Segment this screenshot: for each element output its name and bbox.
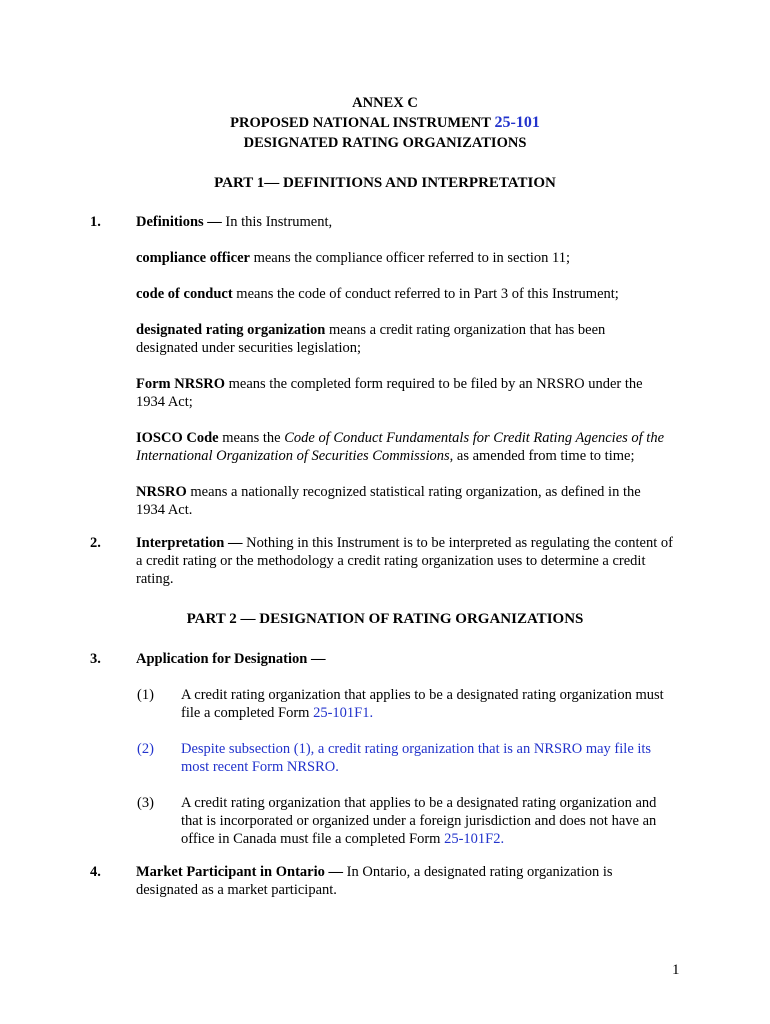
section-1-title: Definitions — [136,214,222,230]
subsection-1-number: (1) [137,687,154,703]
subsection-2-text: Despite subsection (1), a credit rating organization that is an NRSRO may file its most recent Form NRSRO. [181,741,652,775]
definition-code-of-conduct [136,285,681,303]
section-2-title: Interpretation — [136,535,243,551]
section-4-title: Market Participant in Ontario — [136,864,344,880]
definition-term: code of conduct [136,286,233,302]
subsection-1-text [181,686,681,722]
definition-text: means a nationally recognized statistical rating organization, as defined in the 1934 Act. [136,484,641,518]
section-4-number: 4. [90,864,101,880]
instrument-subtitle: DESIGNATED RATING ORGANIZATIONS [243,135,527,151]
definition-term: compliance officer [136,250,250,266]
definition-text: means the completed form required to be filed by an NRSRO under the 1934 Act; [136,376,643,410]
subsection-3-number: (3) [137,795,154,811]
definition-text: means a credit rating organization that has been designated under securities legislation; [136,322,606,356]
section-4-body [136,863,646,899]
section-1-number: 1. [90,214,101,230]
instrument-title [0,114,770,132]
section-3-number: 3. [90,651,101,667]
definition-text: , as amended from time to time; [449,448,635,464]
section-2-body [136,534,681,588]
section-2-number: 2. [90,535,101,551]
definition-nrsro [136,483,671,519]
form-reference-link[interactable]: 25-101F1. [313,705,374,721]
definition-term: designated rating organization [136,322,326,338]
subsection-text: A credit rating organization that applies to be a designated rating organization must file a completed Form [181,687,664,721]
form-reference-link[interactable]: 25-101F2. [444,831,505,847]
definition-term: IOSCO Code [136,430,219,446]
section-1-intro: In this Instrument, [225,214,333,230]
section-4-text: In Ontario, a designated rating organization is designated as a market participant. [136,864,613,898]
part-1-heading: PART 1— DEFINITIONS AND INTERPRETATION [214,175,556,191]
definition-text: means the compliance officer referred to in section 11; [253,250,571,266]
part-2-heading: PART 2 — DESIGNATION OF RATING ORGANIZATIONS [186,611,584,627]
section-1-heading [136,213,681,231]
definition-iosco-code [136,429,681,465]
definition-term: Form NRSRO [136,376,226,392]
iosco-code-title: Code of Conduct Fundamentals for Credit Rating Agencies of the International Organization of Securities Commissions [136,430,665,464]
definition-text: means the [222,430,281,446]
instrument-title-text: PROPOSED NATIONAL INSTRUMENT [230,115,491,131]
page-number: 1 [672,962,680,978]
definition-designated-rating-organization [136,321,636,357]
section-3-title: Application for Designation — [136,651,326,667]
section-2-text: Nothing in this Instrument is to be interpreted as regulating the content of a credit rating or the methodology a credit rating organization uses to determine a credit rating. [136,535,673,587]
subsection-text: A credit rating organization that applies to be a designated rating organization and that is incorporated or organized under a foreign jurisdiction and does not have an office in Canada must file a completed Form [181,795,657,847]
definition-term: NRSRO [136,484,187,500]
subsection-3-text [181,794,681,848]
definition-compliance-officer [136,249,681,267]
instrument-number: 25-101 [494,114,540,131]
definition-text: means the code of conduct referred to in Part 3 of this Instrument; [236,286,619,302]
definition-form-nrsro [136,375,671,411]
annex-label: ANNEX C [352,95,418,111]
subsection-2-number: (2) [137,741,154,757]
